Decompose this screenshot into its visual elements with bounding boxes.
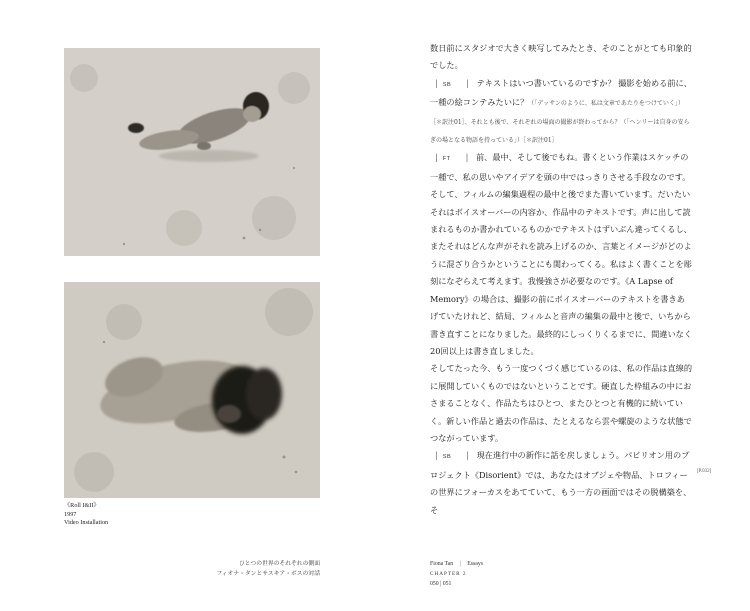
right-running-footer: Fiona Tan | Essays CHAPTER 2 050 | 051 — [430, 561, 484, 587]
caption-medium: Video Installation — [64, 519, 109, 527]
film-still-top — [64, 48, 320, 256]
paragraph-3: | FT | 前、最中、そして後でもね。書くという作業はスケッチの一種で、私の思いやアイデアを頭の中ではっきりさせる手段なのです。そして、フィルムの編集過程の最中と後でまた書いています。だいたいそれはボイスオーバーの内容か、作品中のテキストです。声に出して読まれるものか書かれているものかでテキストはずいぶん違ってくるし、またそれはどんな声がそれを読み上げるのか、言葉とイメージがどのように混ざり合うかということにも関わってくる。私はよく書くことを彫刻になぞらえて考えます。我慢強さが必要なのです。《A Lapse of Memory》の場合は、撮影の前にボイスオーバーのテキストを書きあげていたけれど、結局、フィルムと音声の編集の最中と後で、いちから書き直すことになりました。最終的にしっくりくるまでに、間違いなく20回以上は書き直しました。 — [430, 152, 693, 356]
footer-section: Essays — [467, 561, 484, 567]
caption-year: 1997 — [64, 510, 77, 518]
left-footer-line2: フィオナ・タンとサスキア・ボスの対話 — [216, 571, 320, 577]
image-caption — [64, 502, 108, 528]
film-still-bottom — [64, 282, 320, 498]
paragraph-5: | SB | 現在進行中の新作に話を戻しましょう。パビリオン用のプロジェクト《Disorient》では、あなたはオブジェや物品、トロフィーの世界にフォーカスをあてていて、もう一方の画面ではその脱構築を、そ — [430, 450, 692, 515]
left-running-footer — [216, 559, 320, 579]
page-reference: [P.032] — [697, 469, 712, 474]
speaker-label: SB — [442, 81, 452, 88]
paragraph-3-text: 前、最中、そして後でもね。書くという作業はスケッチの一種で、私の思いやアイデアを頭の中ではっきりさせる手段なのです。そして、フィルムの編集過程の最中と後でまた書いています。だいたいそれはボイスオーバーの内容か、作品中のテキストです。声に出して読まれるものか書かれているものかでテキストはずいぶん違ってくるし、またそれはどんな声がそれを読み上げるのか、言葉とイメージがどのように混ざり合うかということにも関わってくる。私はよく書くことを彫刻になぞらえて考えます。我慢強さが必要なのです。《A Lapse of Memory》の場合は、撮影の前にボイスオーバーのテキストを書きあげていたけれど、結局、フィルムと音声の編集の最中と後で、いちから書き直すことになりました。最終的にしっくりくるまでに、間違いなく20回以上は書き直しました。 — [430, 152, 693, 356]
paragraph-2: | SB | テキストはいつ書いているのですか？ 撮影を始める前に、一種の絵コンテみたいに？（「デッサンのように、私は文章であたりをつけていく」）［＊訳注01］、それとも後で、それぞれの場面の撮影が終わってから？（「ヘンリーは自身の安らぎの場となる物語を持っている」）［＊訳注01］ — [430, 77, 692, 145]
footer-chapter: CHAPTER 2 — [430, 571, 467, 577]
left-footer-line1: ひとつの世界のそれぞれの側面 — [238, 561, 320, 567]
paragraph-4-text: そしてたった今、もう一度つくづく感じているのは、私の作品は直線的に展開していくものではないということです。硬直した枠組みの中におさまることなく、作品たちはひとつ、またひとつと有機的に続いていく。新しい作品と過去の作品は、たとえるなら雲や螺旋のような状態でつながっています。 — [430, 363, 693, 443]
footer-author: Fiona Tan — [430, 561, 454, 567]
paragraph-4 — [430, 360, 692, 447]
paragraph-2-note: （「デッサンのように、私は文章であたりをつけていく」）［＊訳注01］、それとも後で、それぞれの場面の撮影が終わってから？（「ヘンリーは自身の安らぎの場となる物語を持っている」）［＊訳注01］ — [430, 100, 690, 145]
footer-page-numbers: 050 | 051 — [430, 581, 452, 587]
caption-title: 《Roll I&II》 — [64, 502, 100, 509]
paragraph-5-text: 現在進行中の新作に話を戻しましょう。パビリオン用のプロジェクト《Disorient》では、あなたはオブジェや物品、トロフィーの世界にフォーカスをあてていて、もう一方の画面ではその脱構築を、そ — [430, 450, 692, 515]
paragraph-2-text: テキストはいつ書いているのですか？ 撮影を始める前に、一種の絵コンテみたいに？ — [430, 77, 692, 108]
paragraph-1-text: 数日前にスタジオで大きく映写してみたとき、そのことがとても印象的でした。 — [430, 43, 692, 71]
page-reference-text: P.032 — [698, 469, 710, 474]
speaker-label: SB — [442, 454, 452, 461]
interview-body — [430, 40, 692, 519]
paragraph-1 — [430, 40, 692, 75]
speaker-label: FT — [442, 156, 451, 163]
